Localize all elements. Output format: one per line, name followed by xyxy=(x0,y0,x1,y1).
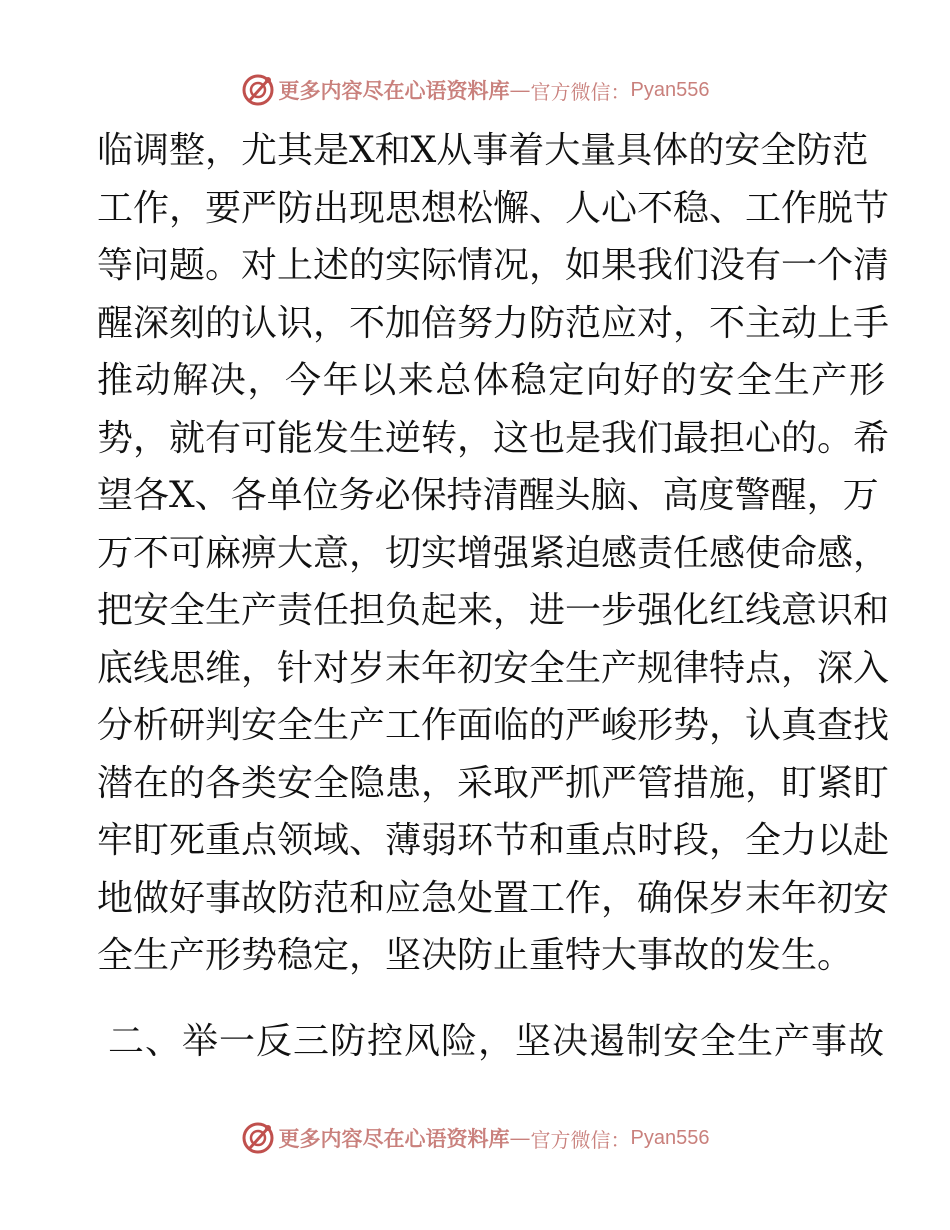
watermark-sub-text: 官方微信： xyxy=(530,79,631,104)
paragraph-line: 牢盯死重点领域、薄弱环节和重点时段，全力以赴 xyxy=(97,820,890,861)
watermark-main-text: 更多内容尽在心语资料库 xyxy=(278,78,510,103)
logo-icon xyxy=(241,73,275,107)
paragraph-line: 等问题。对上述的实际情况，如果我们没有一个清 xyxy=(97,245,890,286)
watermark-wechat-id: Pyan556 xyxy=(630,78,710,101)
watermark-main-text: 更多内容尽在心语资料库 xyxy=(278,1126,510,1151)
section-heading: 二、举一反三防控风险，坚决遏制安全生产事故 xyxy=(108,1021,886,1062)
watermark-sub-text: 官方微信： xyxy=(530,1127,631,1152)
paragraph-line: 工作，要严防出现思想松懈、人心不稳、工作脱节 xyxy=(97,187,890,229)
watermark-dash: — xyxy=(509,1126,531,1150)
watermark-wechat-id: Pyan556 xyxy=(630,1126,710,1149)
paragraph-line: 推动解决，今年以来总体稳定向好的安全生产形 xyxy=(97,360,887,401)
paragraph-line: 全生产形势稳定，坚决防止重特大事故的发生。 xyxy=(97,935,854,976)
paragraph-line: 把安全生产责任担负起来，进一步强化红线意识和 xyxy=(97,590,890,631)
logo-icon xyxy=(241,1121,275,1155)
paragraph-line: 地做好事故防范和应急处置工作，确保岁末年初安 xyxy=(97,877,890,919)
paragraph-line: 万不可麻痹大意，切实增强紧迫感责任感使命感， xyxy=(97,532,890,574)
paragraph-line: 潜在的各类安全隐患，采取严抓严管措施，盯紧盯 xyxy=(97,762,890,804)
watermark-dash: — xyxy=(509,78,531,102)
paragraph-line: 醒深刻的认识，不加倍努力防范应对，不主动上手 xyxy=(97,302,890,344)
paragraph-line: 势，就有可能发生逆转，这也是我们最担心的。希 xyxy=(97,417,890,459)
footer-watermark xyxy=(0,1118,950,1158)
paragraph-line: 底线思维，针对岁末年初安全生产规律特点，深入 xyxy=(97,647,890,689)
paragraph-line: 分析研判安全生产工作面临的严峻形势，认真查找 xyxy=(97,705,890,746)
header-watermark xyxy=(0,70,950,110)
paragraph-line: 临调整，尤其是X和X从事着大量具体的安全防范 xyxy=(97,130,869,171)
body-paragraph xyxy=(97,122,890,985)
paragraph-line: 望各X、各单位务必保持清醒头脑、高度警醒，万 xyxy=(97,475,879,516)
